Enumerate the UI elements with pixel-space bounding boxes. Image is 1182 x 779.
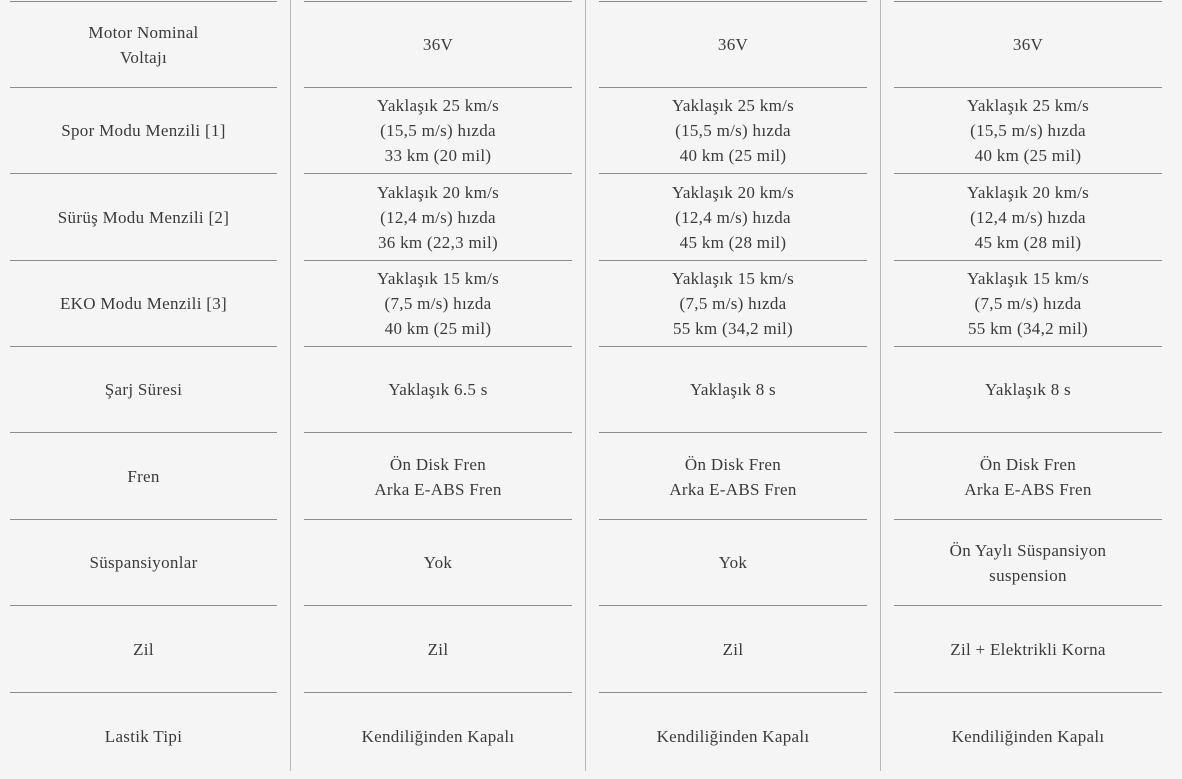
value-cell <box>894 88 1162 174</box>
cell-value: Yok <box>423 553 453 572</box>
value-cell <box>304 693 572 779</box>
value-cell <box>894 261 1162 347</box>
value-cell <box>894 520 1162 606</box>
row-label-cell <box>10 520 277 606</box>
table-row <box>0 88 1182 174</box>
table-row <box>0 347 1182 433</box>
cell-value: 36V <box>422 35 454 54</box>
value-cell <box>599 88 867 174</box>
table-row <box>0 607 1182 693</box>
value-cell <box>894 693 1162 779</box>
value-cell <box>599 175 867 261</box>
cell-value: Ön Disk Fren Arka E-ABS Fren <box>669 454 797 499</box>
value-cell <box>304 2 572 88</box>
value-cell <box>599 2 867 88</box>
cell-value: Yaklaşık 20 km/s (12,4 m/s) hızda 45 km (28 mil) <box>671 183 795 252</box>
value-cell <box>304 88 572 174</box>
cell-value: Kendiliğinden Kapalı <box>951 726 1105 746</box>
value-cell <box>894 347 1162 433</box>
cell-value: Kendiliğinden Kapalı <box>656 726 810 746</box>
row-label-cell <box>10 88 277 174</box>
value-cell <box>304 261 572 347</box>
cell-value: Yaklaşık 8 s <box>985 380 1071 399</box>
value-cell <box>304 175 572 261</box>
value-cell <box>894 607 1162 693</box>
cell-value: Yaklaşık 20 km/s (12,4 m/s) hızda 45 km (28 mil) <box>966 183 1090 252</box>
row-label: Motor Nominal Voltajı <box>88 22 199 67</box>
cell-value: Ön Disk Fren Arka E-ABS Fren <box>374 454 502 499</box>
value-cell <box>599 693 867 779</box>
table-row <box>0 2 1182 88</box>
value-cell <box>599 520 867 606</box>
cell-value: 36V <box>1012 35 1044 54</box>
table-row <box>0 520 1182 606</box>
cell-value: Yok <box>718 553 748 572</box>
value-cell <box>599 261 867 347</box>
value-cell <box>304 347 572 433</box>
cell-value: Yaklaşık 25 km/s (15,5 m/s) hızda 40 km (25 mil) <box>671 96 795 165</box>
value-cell <box>599 434 867 520</box>
table-row <box>0 261 1182 347</box>
value-cell <box>599 607 867 693</box>
row-label: Süspansiyonlar <box>89 553 198 572</box>
row-label: Fren <box>127 467 160 486</box>
row-label-cell <box>10 2 277 88</box>
table-row <box>0 434 1182 520</box>
cell-value: Yaklaşık 8 s <box>690 380 776 399</box>
cell-value: Kendiliğinden Kapalı <box>361 726 515 746</box>
cell-value: Ön Disk Fren Arka E-ABS Fren <box>964 454 1092 499</box>
value-cell <box>599 347 867 433</box>
cell-value: Yaklaşık 15 km/s (7,5 m/s) hızda 55 km (34,2 mil) <box>671 269 795 338</box>
row-label-cell <box>10 434 277 520</box>
row-label-cell <box>10 261 277 347</box>
cell-value: Yaklaşık 15 km/s (7,5 m/s) hızda 40 km (25 mil) <box>376 269 500 338</box>
cell-value: Yaklaşık 25 km/s (15,5 m/s) hızda 33 km (20 mil) <box>376 96 500 165</box>
row-label: Zil <box>133 640 154 659</box>
cell-value: Yaklaşık 25 km/s (15,5 m/s) hızda 40 km (25 mil) <box>966 96 1090 165</box>
cell-value: Ön Yaylı Süspansiyon suspension <box>949 540 1107 585</box>
row-label-cell <box>10 607 277 693</box>
cell-value: Zil <box>722 640 744 659</box>
table-row <box>0 175 1182 261</box>
row-label: EKO Modu Menzili [3] <box>59 294 227 313</box>
row-label-cell <box>10 693 277 779</box>
row-label-cell <box>10 347 277 433</box>
value-cell <box>894 2 1162 88</box>
cell-value: Zil <box>427 640 449 659</box>
value-cell <box>304 520 572 606</box>
value-cell <box>894 175 1162 261</box>
cell-value: Yaklaşık 6.5 s <box>388 380 488 399</box>
table-row <box>0 693 1182 779</box>
row-label: Lastik Tipi <box>104 726 183 746</box>
cell-value: Yaklaşık 20 km/s (12,4 m/s) hızda 36 km (22,3 mil) <box>376 183 500 252</box>
value-cell <box>304 434 572 520</box>
cell-value: Yaklaşık 15 km/s (7,5 m/s) hızda 55 km (34,2 mil) <box>966 269 1090 338</box>
value-cell <box>304 607 572 693</box>
value-cell <box>894 434 1162 520</box>
cell-value: Zil + Elektrikli Korna <box>950 640 1106 659</box>
row-label: Şarj Süresi <box>104 380 183 399</box>
row-label: Sürüş Modu Menzili [2] <box>57 208 230 227</box>
cell-value: 36V <box>717 35 749 54</box>
row-label-cell <box>10 175 277 261</box>
row-label: Spor Modu Menzili [1] <box>61 121 226 140</box>
